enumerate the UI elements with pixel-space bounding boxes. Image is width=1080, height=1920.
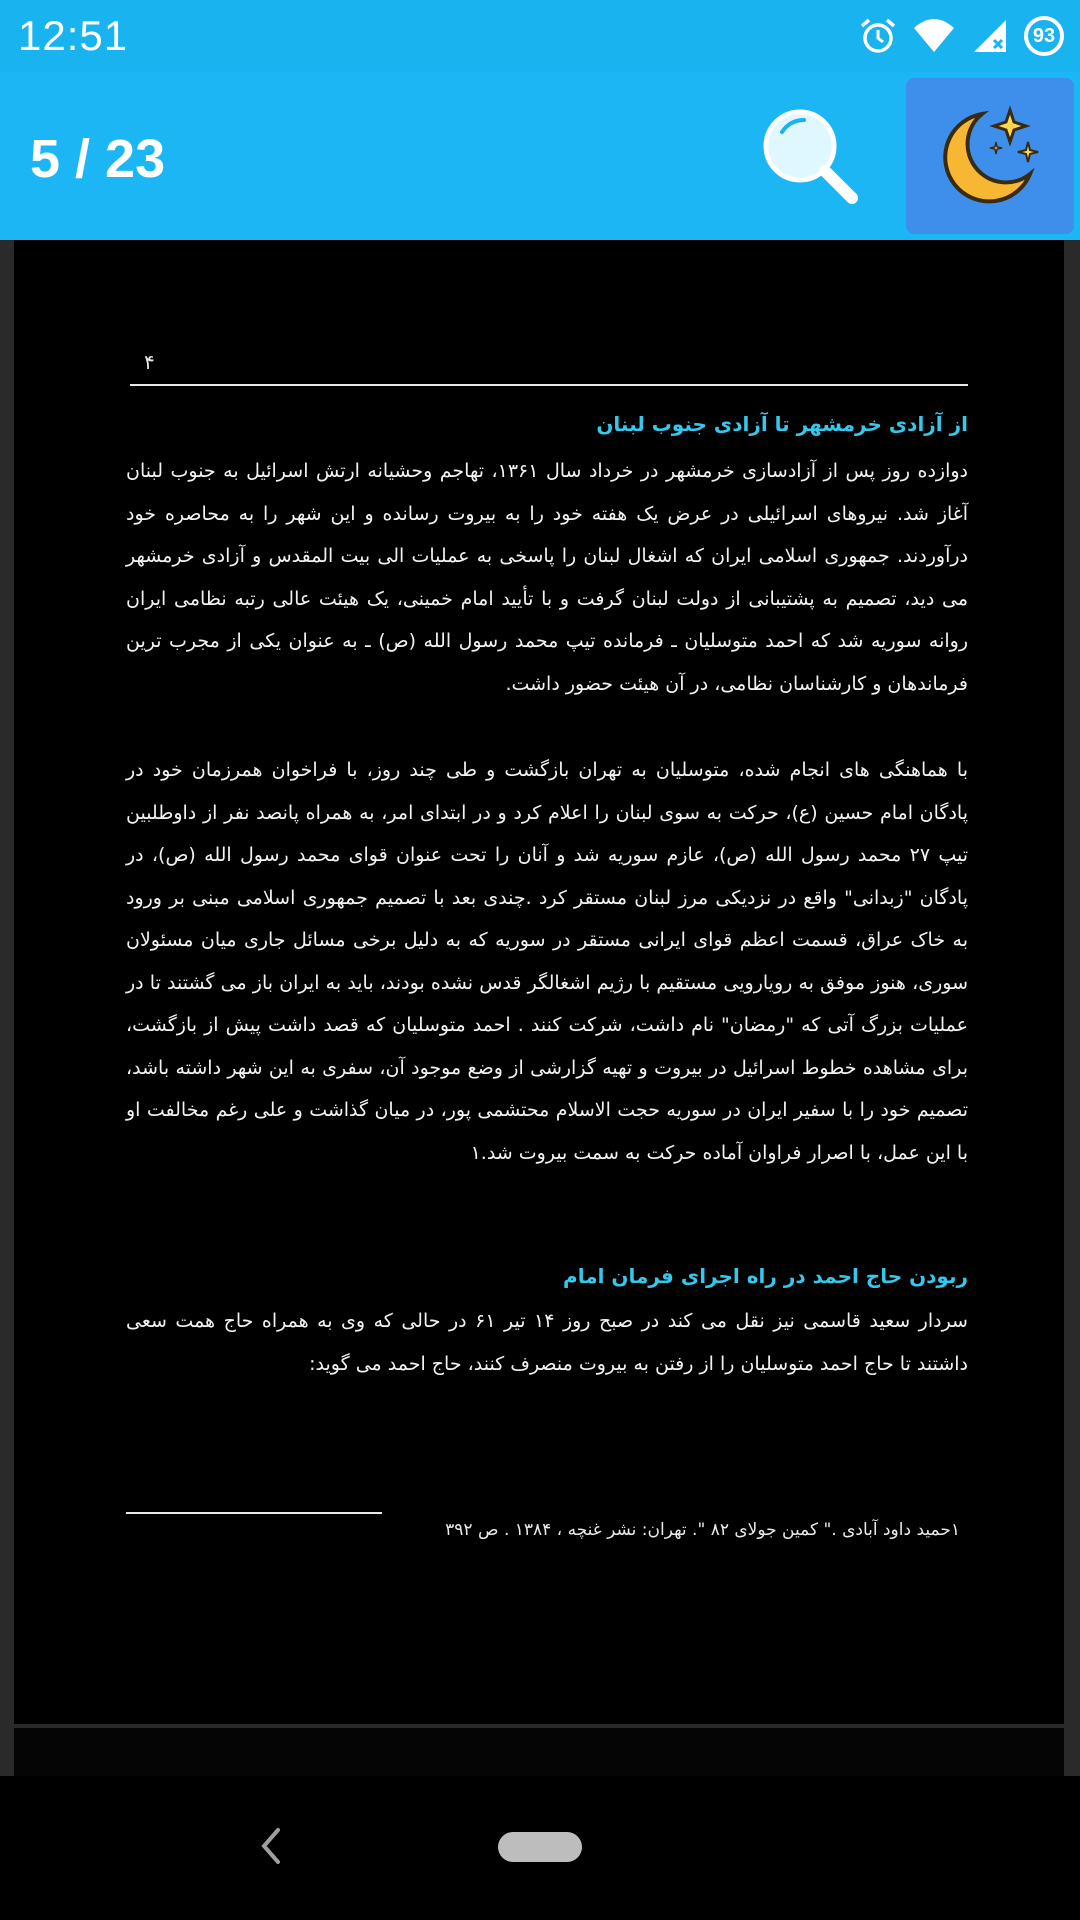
status-time: 12:51 <box>18 12 129 59</box>
app-bar <box>0 72 1080 240</box>
back-button[interactable] <box>250 1818 290 1874</box>
battery-saver-icon: 93 <box>1024 16 1064 56</box>
search-button[interactable] <box>756 102 864 210</box>
page-indicator: 5 / 23 <box>30 129 166 189</box>
paragraph-3: سردار سعید قاسمی نیز نقل می کند در صبح روز ۱۴ تیر ۶۱ در حالی که وی به همراه حاج همت سعی داشتند تا حاج احمد متوسلیان را از رفتن به بیروت منصرف کنند، حاج احمد می گوید: <box>126 1310 968 1375</box>
home-pill-button[interactable] <box>498 1832 582 1862</box>
footnote-divider <box>126 1512 382 1514</box>
cell-signal-icon <box>970 16 1010 56</box>
header-divider <box>130 384 968 386</box>
status-bar <box>0 0 1080 72</box>
navigation-bar <box>0 1776 1080 1920</box>
night-mode-icon <box>930 96 1050 216</box>
alarm-icon <box>858 16 898 56</box>
pdf-viewer[interactable] <box>0 240 1080 1776</box>
section-heading-1: از آزادی خرمشهر تا آزادی جنوب لبنان <box>596 412 968 436</box>
paragraph-2: با هماهنگی های انجام شده، متوسلیان به تهران بازگشت و طی چند روز، با فراخوان همرزمان خود در پادگان امام حسین (ع)، حرکت به سوی لبنان را اعلام کرد و در ابتدای امر، به همراه پانصد نفر از داوطلبین تیپ ۲۷ محمد رسول الله (ص)، عازم سوریه شد و آنان را تحت عنوان قوای محمد رسول الله (ص)، در پادگان "زبدانی" واقع در نزدیکی مرز لبنان مستقر کرد .چندی بعد با تصمیم جمهوری اسلامی مبنی بر ورود به خاک عراق، قسمت اعظم قوای ایرانی مستقر در سوریه که به دلیل برخی مسائل جاری میان مسئولان سوری، هنوز موفق به رویارویی مستقیم با رژیم اشغالگر قدس نشده بودند، باید به ایران باز می گشتند تا در عملیات بزرگ آتی که "رمضان" نام داشت، شرکت کنند . احمد متوسلیان که قصد داشت پیش از بازگشت، برای مشاهده خطوط اسرائیل در بیروت و تهیه گزارشی از وضع موجود آن، سفری به این شهر داشته باشد، تصمیم خود را با سفیر ایران در سوریه حجت الاسلام محتشمی پور، در میان گذاشت و علی رغم مخالفت او با این عمل، با اصرار فراوان آماده حرکت به سمت بیروت شد.۱ <box>126 759 968 1164</box>
footnote: ۱حمید داود آبادی ." کمین جولای ۸۲ ". تهران: نشر غنچه ، ۱۳۸۴ . ص ۳۹۲ <box>445 1520 960 1540</box>
next-page-edge <box>14 1728 1064 1776</box>
search-icon <box>756 102 864 210</box>
night-mode-button[interactable] <box>906 78 1074 234</box>
paragraph-1: دوازده روز پس از آزادسازی خرمشهر در خرداد سال ۱۳۶۱، تهاجم وحشیانه ارتش اسرائیل به جنوب لبنان آغاز شد. نیروهای اسرائیلی در عرض یک هفته خود را به بیروت رسانده و این شهر را به محاصره خود درآوردند. جمهوری اسلامی ایران که اشغال لبنان را پاسخی به عملیات الی بیت المقدس و آزادی خرمشهر می دید، تصمیم به پشتیبانی از دولت لبنان گرفت و با تأیید امام خمینی، یک هیئت عالی رتبه نظامی ایران روانه سوریه شد که احمد متوسلیان ـ فرمانده تیپ محمد رسول الله (ص) ـ به عنوان یکی از مجرب ترین فرماندهان و کارشناسان نظامی، در آن هیئت حضور داشت. <box>126 460 968 695</box>
section-heading-2: ربودن حاج احمد در راه اجرای فرمان امام <box>563 1264 968 1288</box>
page-number: ۴ <box>144 350 155 374</box>
back-icon <box>250 1818 290 1874</box>
status-icons <box>858 12 1064 60</box>
wifi-icon <box>912 16 956 56</box>
document-page[interactable] <box>14 240 1064 1724</box>
